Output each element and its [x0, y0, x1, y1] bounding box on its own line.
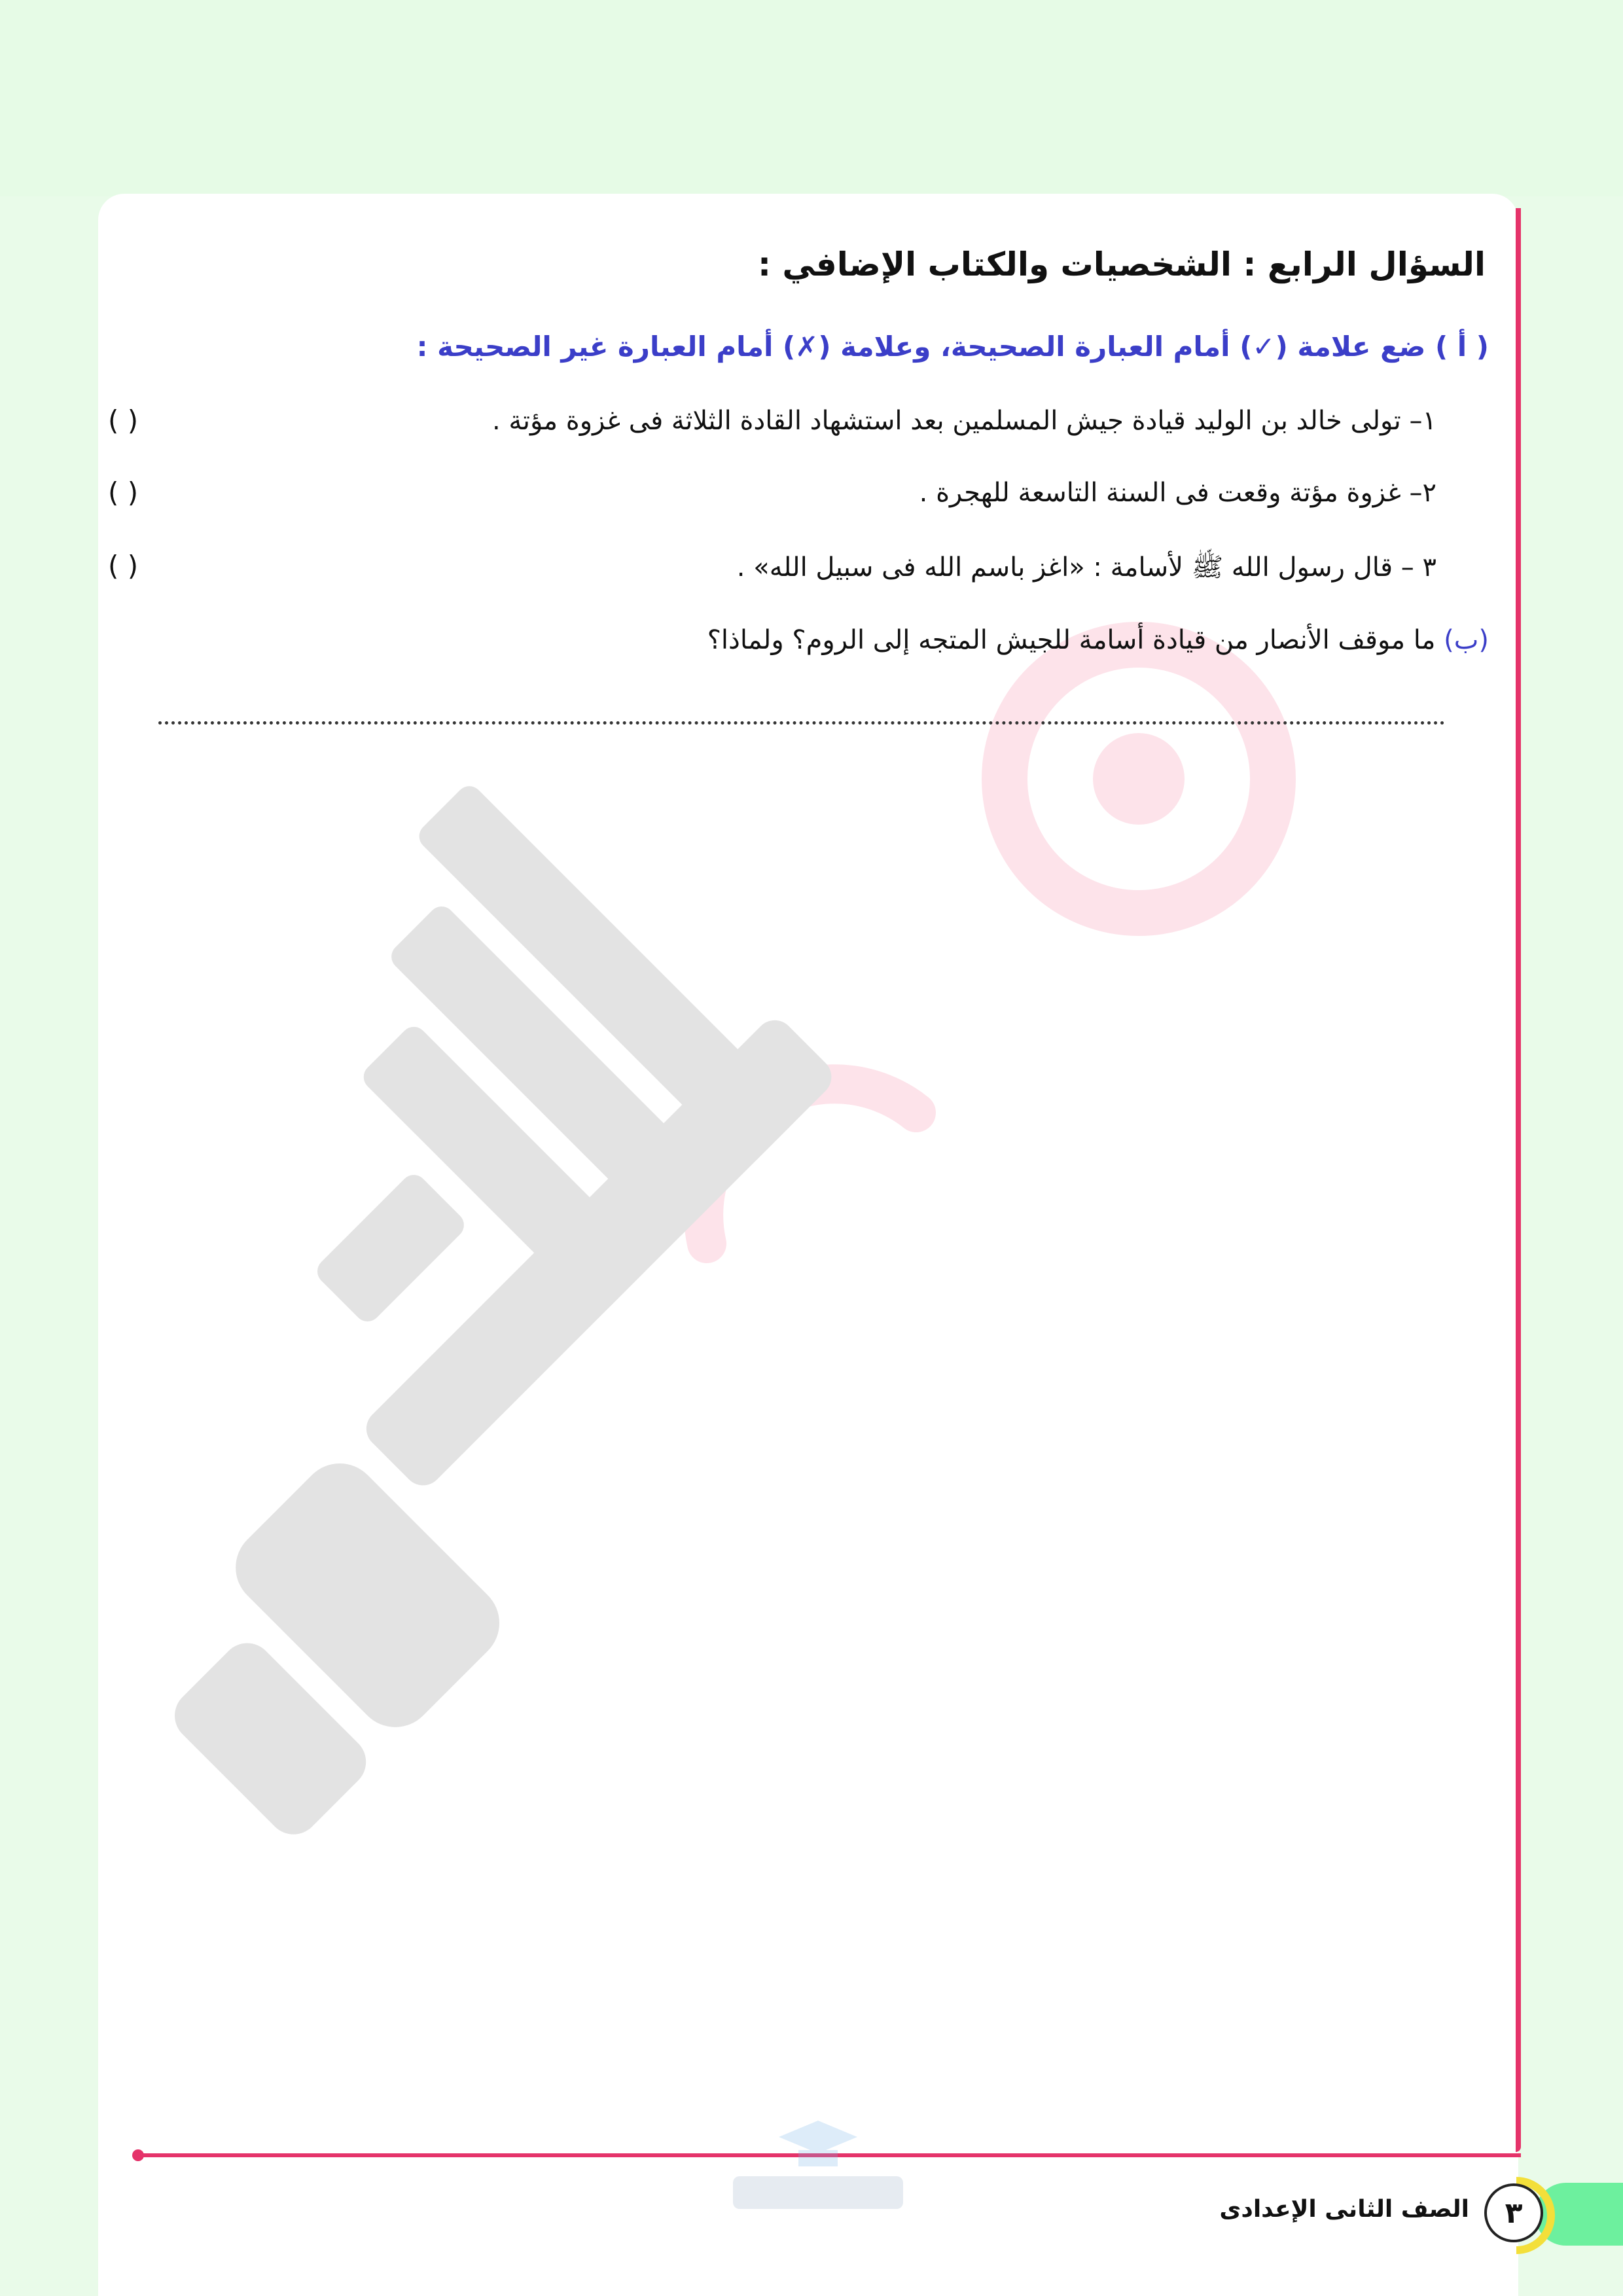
- answer-box-1[interactable]: ( ): [108, 404, 139, 437]
- part-b-text: ما موقف الأنصار من قيادة أسامة للجيش المتجه إلى الروم؟ ولماذا؟: [707, 625, 1444, 655]
- answer-dotted-line[interactable]: [158, 721, 1445, 725]
- page-number: ٣: [1484, 2183, 1543, 2242]
- part-b-question: [707, 625, 1489, 655]
- question-title: السؤال الرابع : الشخصيات والكتاب الإضافي :: [758, 245, 1486, 283]
- border-end-dot: [132, 2149, 144, 2161]
- statement-2: ٢– غزوة مؤتة وقعت فى السنة التاسعة للهجرة .: [919, 478, 1436, 508]
- page-border-right: [1516, 208, 1521, 2152]
- statement-3: ٣ – قال رسول الله ﷺ لأسامة : «اغز باسم الله فى سبيل الله» .: [736, 552, 1436, 583]
- answer-box-3[interactable]: ( ): [108, 550, 139, 582]
- answer-box-2[interactable]: ( ): [108, 476, 139, 509]
- statement-1: ١– تولى خالد بن الوليد قيادة جيش المسلمين بعد استشهاد القادة الثلاثة فى غزوة مؤتة .: [491, 406, 1436, 436]
- publisher-logo-icon: [720, 2114, 916, 2219]
- part-a-instruction: ( أ ) ضع علامة (✓) أمام العبارة الصحيحة، وعلامة (✗) أمام العبارة غير الصحيحة :: [416, 331, 1489, 363]
- grade-label: الصف الثانى الإعدادى: [1219, 2196, 1469, 2223]
- part-b-label: (ب): [1444, 625, 1489, 655]
